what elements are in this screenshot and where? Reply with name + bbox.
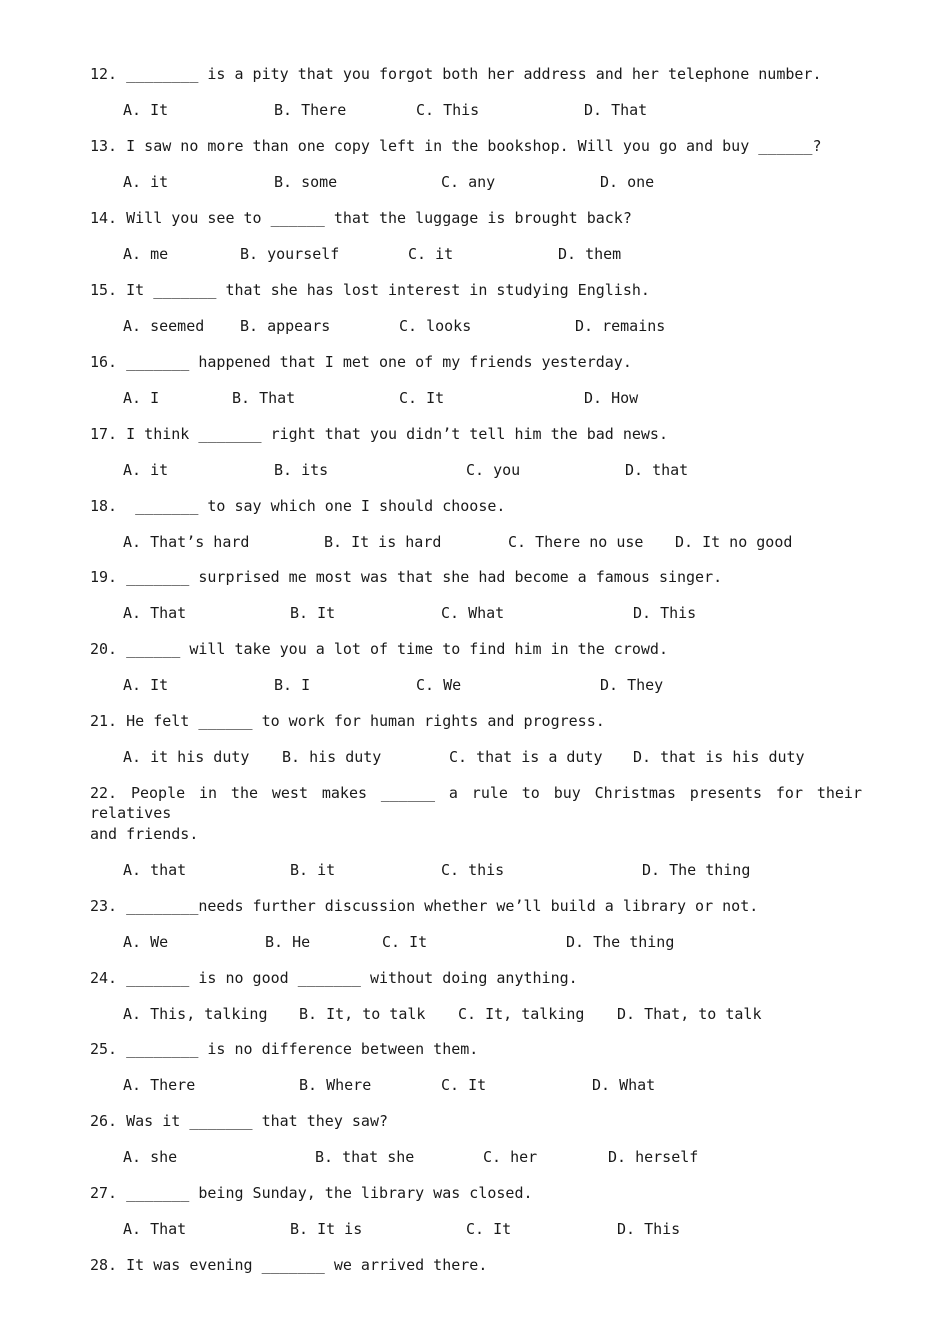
question-18-stem: 18. _______ to say which one I should choose.: [90, 497, 506, 515]
q13-option-c: C. any: [441, 173, 496, 191]
q16-option-c: C. It: [399, 389, 445, 407]
question-22-stem-continued: and friends.: [90, 825, 199, 843]
q27-option-c: C. It: [466, 1220, 512, 1238]
question-23-stem: 23. ________needs further discussion whether we’ll build a library or not.: [90, 897, 759, 915]
question-22-stem: 22. People in the west makes ______ a rule to buy Christmas presents for their relatives: [90, 784, 862, 822]
q24-option-a: A. This, talking: [123, 1005, 268, 1023]
q25-option-a: A. There: [123, 1076, 196, 1094]
q14-option-d: D. them: [558, 245, 622, 263]
question-16-stem: 16. _______ happened that I met one of my friends yesterday.: [90, 353, 632, 371]
q25-option-b: B. Where: [299, 1076, 372, 1094]
q21-option-d: D. that is his duty: [633, 748, 805, 766]
q12-option-d: D. That: [584, 101, 648, 119]
question-12-stem: 12. ________ is a pity that you forgot both her address and her telephone number.: [90, 65, 822, 83]
q25-option-c: C. It: [441, 1076, 487, 1094]
q13-option-b: B. some: [274, 173, 338, 191]
q18-option-b: B. It is hard: [324, 533, 442, 551]
q14-option-b: B. yourself: [240, 245, 340, 263]
q19-option-b: B. It: [290, 604, 336, 622]
question-14-stem: 14. Will you see to ______ that the luggage is brought back?: [90, 209, 632, 227]
q17-option-d: D. that: [625, 461, 689, 479]
q20-option-d: D. They: [600, 676, 664, 694]
q27-option-d: D. This: [617, 1220, 681, 1238]
q26-option-d: D. herself: [608, 1148, 699, 1166]
q16-option-b: B. That: [232, 389, 296, 407]
q20-option-a: A. It: [123, 676, 169, 694]
q24-option-b: B. It, to talk: [299, 1005, 426, 1023]
q25-option-d: D. What: [592, 1076, 656, 1094]
q15-option-b: B. appears: [240, 317, 331, 335]
q15-option-d: D. remains: [575, 317, 666, 335]
q14-option-a: A. me: [123, 245, 169, 263]
q20-option-b: B. I: [274, 676, 311, 694]
q22-option-d: D. The thing: [642, 861, 751, 879]
q17-option-c: C. you: [466, 461, 521, 479]
question-24-stem: 24. _______ is no good _______ without doing anything.: [90, 969, 578, 987]
q17-option-a: A. it: [123, 461, 169, 479]
q21-option-c: C. that is a duty: [449, 748, 603, 766]
question-21-stem: 21. He felt ______ to work for human rights and progress.: [90, 712, 605, 730]
question-26-stem: 26. Was it _______ that they saw?: [90, 1112, 389, 1130]
q16-option-a: A. I: [123, 389, 160, 407]
q12-option-a: A. It: [123, 101, 169, 119]
q19-option-d: D. This: [633, 604, 697, 622]
q18-option-a: A. That’s hard: [123, 533, 250, 551]
q23-option-d: D. The thing: [566, 933, 675, 951]
q14-option-c: C. it: [408, 245, 454, 263]
q18-option-c: C. There no use: [508, 533, 644, 551]
q26-option-a: A. she: [123, 1148, 178, 1166]
q22-option-b: B. it: [290, 861, 336, 879]
q13-option-d: D. one: [600, 173, 655, 191]
q24-option-d: D. That, to talk: [617, 1005, 762, 1023]
q24-option-c: C. It, talking: [458, 1005, 585, 1023]
q17-option-b: B. its: [274, 461, 329, 479]
q20-option-c: C. We: [416, 676, 462, 694]
q12-option-c: C. This: [416, 101, 480, 119]
q19-option-c: C. What: [441, 604, 505, 622]
q12-option-b: B. There: [274, 101, 347, 119]
q23-option-a: A. We: [123, 933, 169, 951]
question-19-stem: 19. _______ surprised me most was that she had become a famous singer.: [90, 568, 723, 586]
q21-option-b: B. his duty: [282, 748, 382, 766]
question-17-stem: 17. I think _______ right that you didn’t tell him the bad news.: [90, 425, 668, 443]
q26-option-b: B. that she: [315, 1148, 415, 1166]
question-25-stem: 25. ________ is no difference between them.: [90, 1040, 479, 1058]
q19-option-a: A. That: [123, 604, 187, 622]
question-13-stem: 13. I saw no more than one copy left in the bookshop. Will you go and buy ______?: [90, 137, 822, 155]
q21-option-a: A. it his duty: [123, 748, 250, 766]
q22-option-c: C. this: [441, 861, 505, 879]
question-28-stem: 28. It was evening _______ we arrived there.: [90, 1256, 488, 1274]
q26-option-c: C. her: [483, 1148, 538, 1166]
q27-option-b: B. It is: [290, 1220, 363, 1238]
q15-option-a: A. seemed: [123, 317, 205, 335]
q23-option-b: B. He: [265, 933, 311, 951]
q13-option-a: A. it: [123, 173, 169, 191]
question-15-stem: 15. It _______ that she has lost interest in studying English.: [90, 281, 650, 299]
q23-option-c: C. It: [382, 933, 428, 951]
question-20-stem: 20. ______ will take you a lot of time to find him in the crowd.: [90, 640, 668, 658]
q18-option-d: D. It no good: [675, 533, 793, 551]
q16-option-d: D. How: [584, 389, 639, 407]
q15-option-c: C. looks: [399, 317, 472, 335]
q22-option-a: A. that: [123, 861, 187, 879]
question-27-stem: 27. _______ being Sunday, the library was closed.: [90, 1184, 533, 1202]
q27-option-a: A. That: [123, 1220, 187, 1238]
